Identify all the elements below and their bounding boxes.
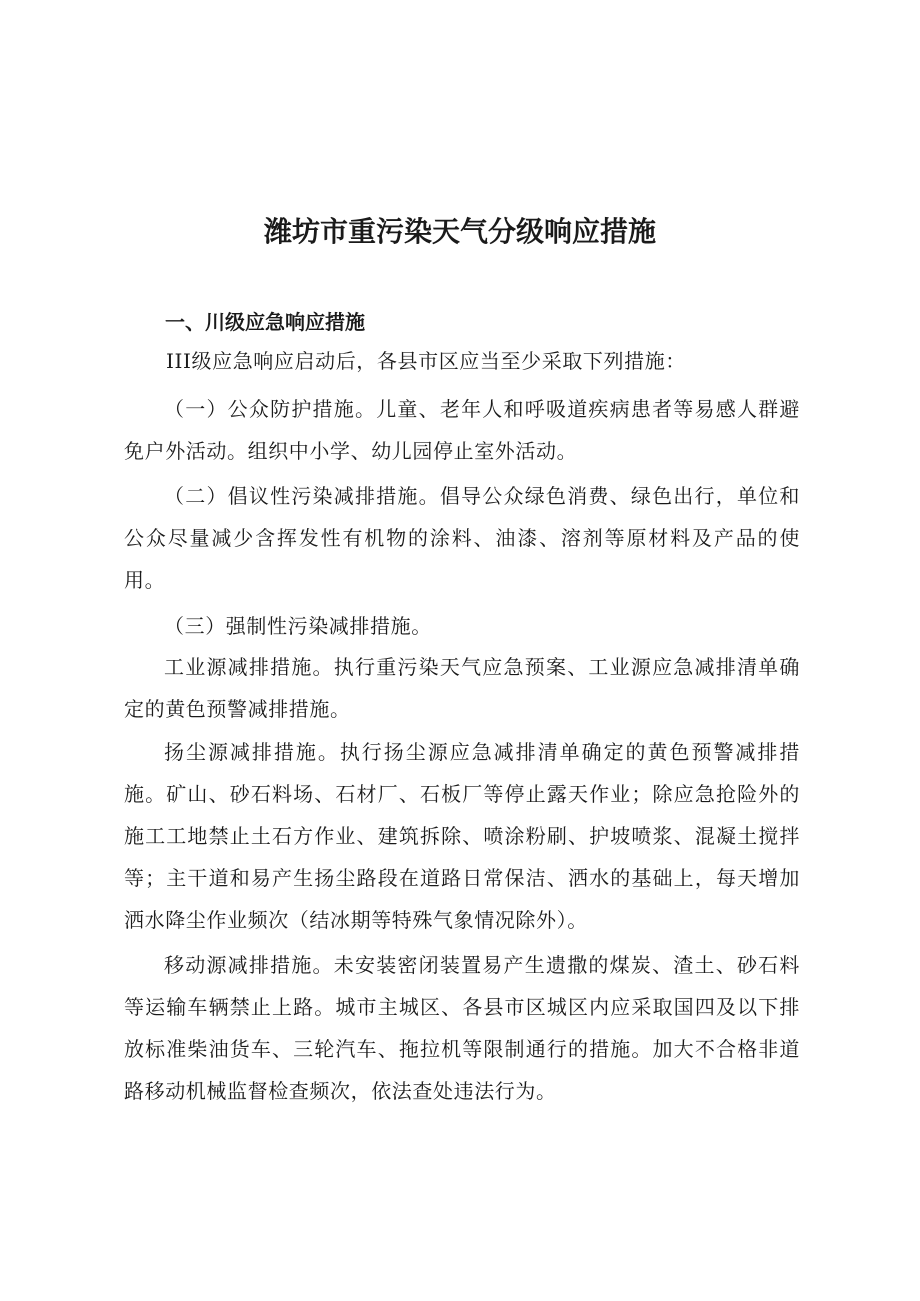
section-heading: 一、川级应急响应措施 — [165, 310, 365, 334]
document-title: 潍坊市重污染天气分级响应措施 — [263, 215, 656, 248]
paragraph-industrial-source: 工业源减排措施。执行重污染天气应急预案、工业源应急减排清单确定的黄色预警减排措施。 — [124, 655, 800, 721]
paragraph-mobile-source: 移动源减排措施。未安装密闭装置易产生遗撒的煤炭、渣土、砂石料等运输车辆禁止上路。城市主城区、各县市区城区内应采取国四及以下排放标准柴油货车、三轮汽车、拖拉机等限制通行的措施。加大不合格非道路移动机械监督检查频次，依法查处违法行为。 — [124, 953, 800, 1103]
paragraph-intro: III级应急响应启动后，各县市区应当至少采取下列措施： — [166, 349, 686, 373]
paragraph-dust-source: 扬尘源减排措施。执行扬尘源应急减排清单确定的黄色预警减排措施。矿山、砂石料场、石材厂、石板厂等停止露天作业；除应急抢险外的施工工地禁止土石方作业、建筑拆除、喷涂粉刷、护坡喷浆、混凝土搅拌等；主干道和易产生扬尘路段在道路日常保洁、洒水的基础上，每天增加洒水降尘作业频次（结冰期等特殊气象情况除外）。 — [124, 740, 800, 932]
paragraph-mandatory-reduction: （三）强制性污染减排措施。 — [164, 614, 432, 638]
paragraph-advisory-reduction: （二）倡议性污染减排措施。倡导公众绿色消费、绿色出行，单位和公众尽量减少含挥发性有机物的涂料、油漆、溶剂等原材料及产品的使用。 — [124, 484, 800, 592]
paragraph-public-protection: （一）公众防护措施。儿童、老年人和呼吸道疾病患者等易感人群避免户外活动。组织中小学、幼儿园停止室外活动。 — [124, 397, 800, 463]
